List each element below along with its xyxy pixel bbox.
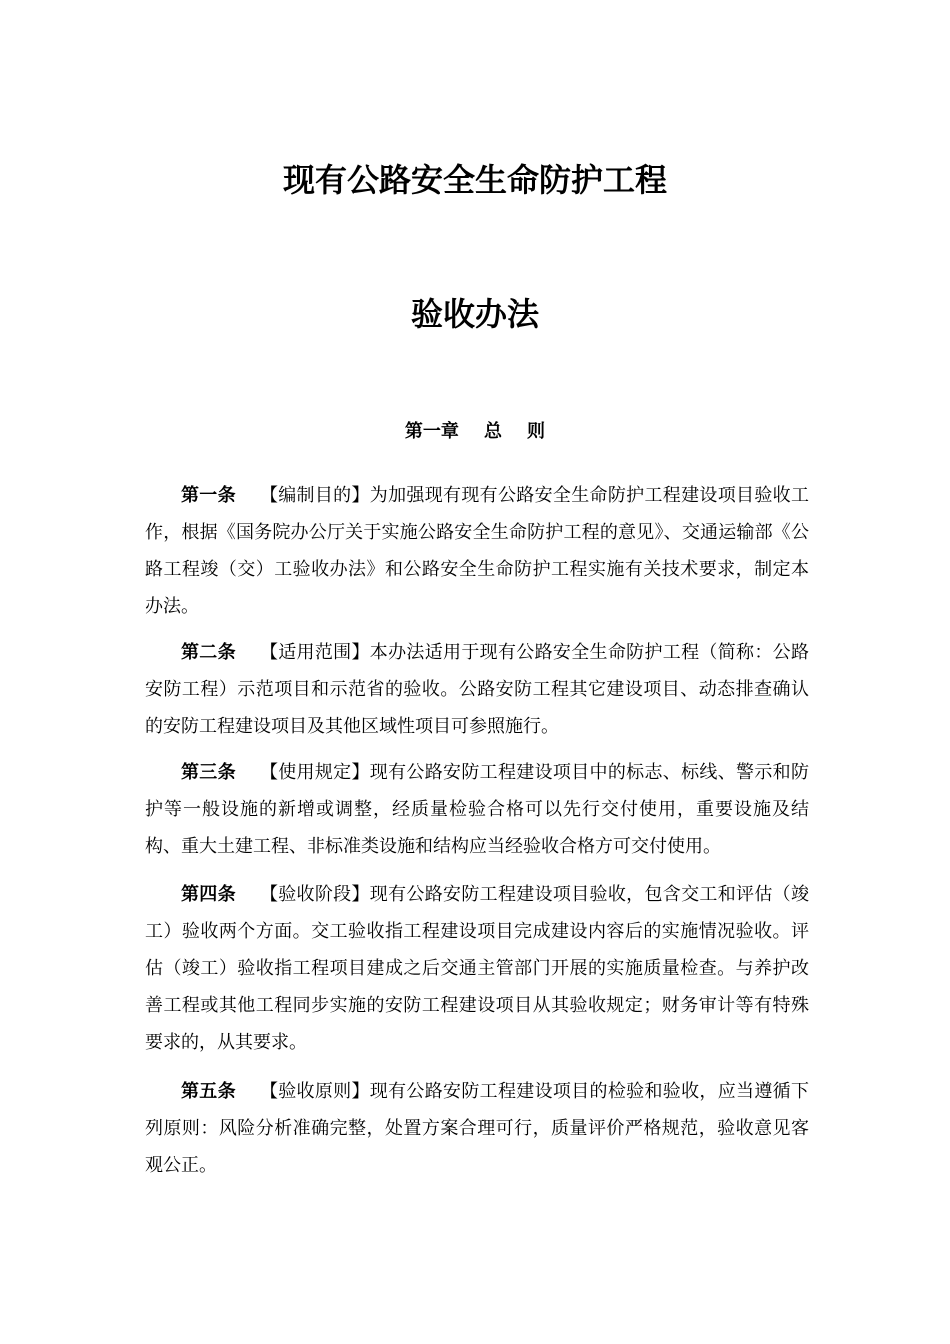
article-label: 第二条 xyxy=(181,642,236,663)
article-paragraph xyxy=(145,876,809,1061)
article-label: 第五条 xyxy=(181,1081,236,1102)
article-paragraph xyxy=(145,754,809,865)
article-label: 第四条 xyxy=(181,884,236,905)
article-label: 第三条 xyxy=(181,762,236,783)
article-paragraph xyxy=(145,1073,809,1184)
article-text: 【适用范围】本办法适用于现有公路安全生命防护工程（简称：公路安防工程）示范项目和示范省的验收。公路安防工程其它建设项目、动态排查确认的安防工程建设项目及其他区域性项目可参照施行。 xyxy=(145,642,809,737)
document-title-line1: 现有公路安全生命防护工程 xyxy=(282,161,667,199)
article-paragraph xyxy=(145,477,809,625)
article-label: 第一条 xyxy=(181,485,236,506)
chapter-heading: 第一章 总 则 xyxy=(404,421,546,442)
article-text: 【使用规定】现有公路安防工程建设项目中的标志、标线、警示和防护等一般设施的新增或调整，经质量检验合格可以先行交付使用，重要设施及结构、重大土建工程、非标准类设施和结构应当经验收合格方可交付使用。 xyxy=(145,762,809,857)
article-text: 【编制目的】为加强现有现有公路安全生命防护工程建设项目验收工作，根据《国务院办公厅关于实施公路安全生命防护工程的意见》、交通运输部《公路工程竣（交）工验收办法》和公路安全生命防护工程实施有关技术要求，制定本办法。 xyxy=(145,485,809,617)
article-paragraph xyxy=(145,634,809,745)
document-title-line2: 验收办法 xyxy=(410,295,539,333)
article-text: 【验收阶段】现有公路安防工程建设项目验收，包含交工和评估（竣工）验收两个方面。交工验收指工程建设项目完成建设内容后的实施情况验收。评估（竣工）验收指工程项目建成之后交通主管部门开展的实施质量检查。与养护改善工程或其他工程同步实施的安防工程建设项目从其验收规定；财务审计等有特殊要求的，从其要求。 xyxy=(145,884,809,1053)
article-text: 【验收原则】现有公路安防工程建设项目的检验和验收，应当遵循下列原则：风险分析准确完整，处置方案合理可行，质量评价严格规范，验收意见客观公正。 xyxy=(145,1081,809,1176)
